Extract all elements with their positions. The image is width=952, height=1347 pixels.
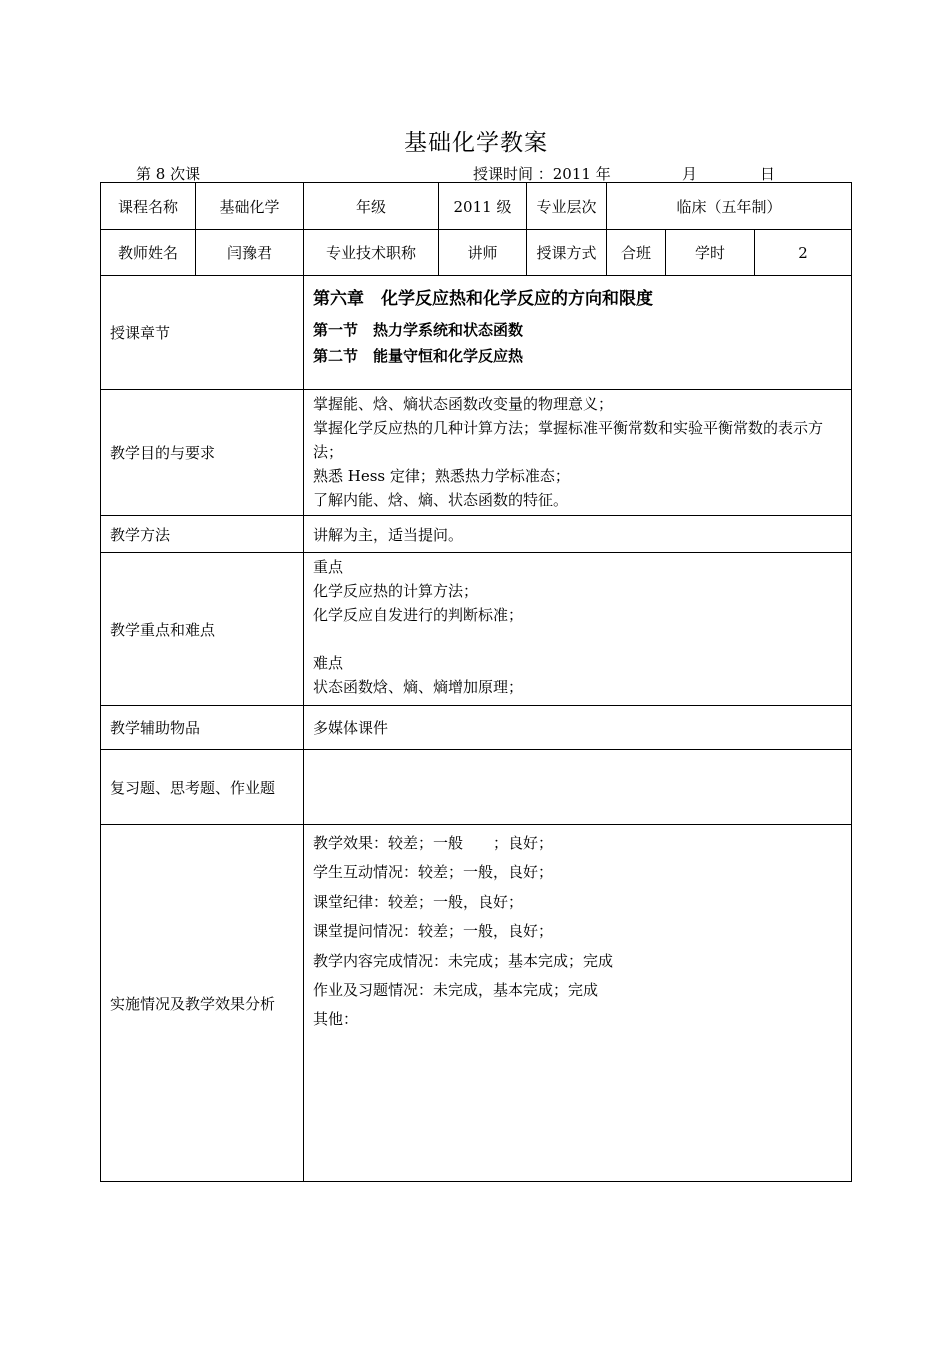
teacher-label: 教师姓名 [101,230,196,276]
evaluation-line: 学生互动情况：较差；一般，良好； [313,863,554,882]
methods-value: 讲解为主，适当提问。 [304,516,852,553]
key-point-line: 化学反应自发进行的判断标准； [313,606,524,624]
objective-line: 掌握能、焓、熵状态函数改变量的物理意义； [313,395,614,413]
objective-line: 了解内能、焓、熵、状态函数的特征。 [313,491,569,509]
grade-value: 2011 级 [439,183,527,230]
spacer [313,627,842,651]
lesson-month: 月 [682,165,698,183]
page-title: 基础化学教案 [404,130,548,156]
homework-value [304,750,852,825]
table-row [101,516,852,553]
lesson-time: 授课时间 ：2011 年 [473,165,611,183]
table-row [101,553,852,706]
evaluation-content [304,825,852,1182]
level-label: 专业层次 [527,183,607,230]
table-row [101,230,852,276]
level-value: 临床（五年制） [607,183,852,230]
evaluation-line: 课堂提问情况：较差；一般，良好； [313,922,554,941]
difficulty-title: 难点 [313,654,344,672]
difficulty-line: 状态函数焓、熵、熵增加原理； [313,678,524,696]
chapter-label: 授课章节 [101,276,304,390]
key-point-line: 化学反应热的计算方法； [313,582,479,600]
key-points-content [304,553,852,706]
table-row [101,276,852,390]
objective-line: 掌握化学反应热的几种计算方法；掌握标准平衡常数和实验平衡常数的表示方法； [313,419,824,461]
aids-label: 教学辅助物品 [101,706,304,750]
section-2: 第二节 能量守恒和化学反应热 [313,347,524,365]
course-name-label: 课程名称 [101,183,196,230]
table-row [101,750,852,825]
section-1: 第一节 热力学系统和状态函数 [313,321,524,339]
evaluation-line: 课堂纪律：较差；一般，良好； [313,892,524,911]
hours-value: 2 [755,230,852,276]
table-row [101,825,852,1182]
evaluation-line: 教学效果：较差；一般 ；良好； [313,834,554,852]
title-label: 专业技术职称 [304,230,439,276]
key-points-title: 重点 [313,558,344,576]
title-value: 讲师 [439,230,527,276]
evaluation-line: 其他： [313,1010,359,1029]
course-name-value: 基础化学 [196,183,304,230]
table-row [101,706,852,750]
key-points-label: 教学重点和难点 [101,553,304,706]
lesson-number: 第 8 次课 [136,165,201,183]
chapter-content [304,276,852,390]
aids-value: 多媒体课件 [304,706,852,750]
homework-label: 复习题、思考题、作业题 [101,750,304,825]
method-label: 授课方式 [527,230,607,276]
grade-label: 年级 [304,183,439,230]
evaluation-label: 实施情况及教学效果分析 [101,825,304,1182]
chapter-title: 第六章 化学反应热和化学反应的方向和限度 [313,289,653,309]
hours-label: 学时 [666,230,755,276]
lesson-day: 日 [760,165,776,183]
table-row [101,390,852,516]
objectives-label: 教学目的与要求 [101,390,304,516]
teacher-value: 闫豫君 [196,230,304,276]
objective-line: 熟悉 Hess 定律；熟悉热力学标准态； [313,467,570,485]
lesson-plan-table [100,182,852,1182]
objectives-content [304,390,852,516]
table-row [101,183,852,230]
evaluation-line: 作业及习题情况：未完成，基本完成；完成 [313,981,599,1000]
evaluation-line: 教学内容完成情况：未完成；基本完成；完成 [313,951,614,970]
methods-label: 教学方法 [101,516,304,553]
method-value: 合班 [607,230,666,276]
